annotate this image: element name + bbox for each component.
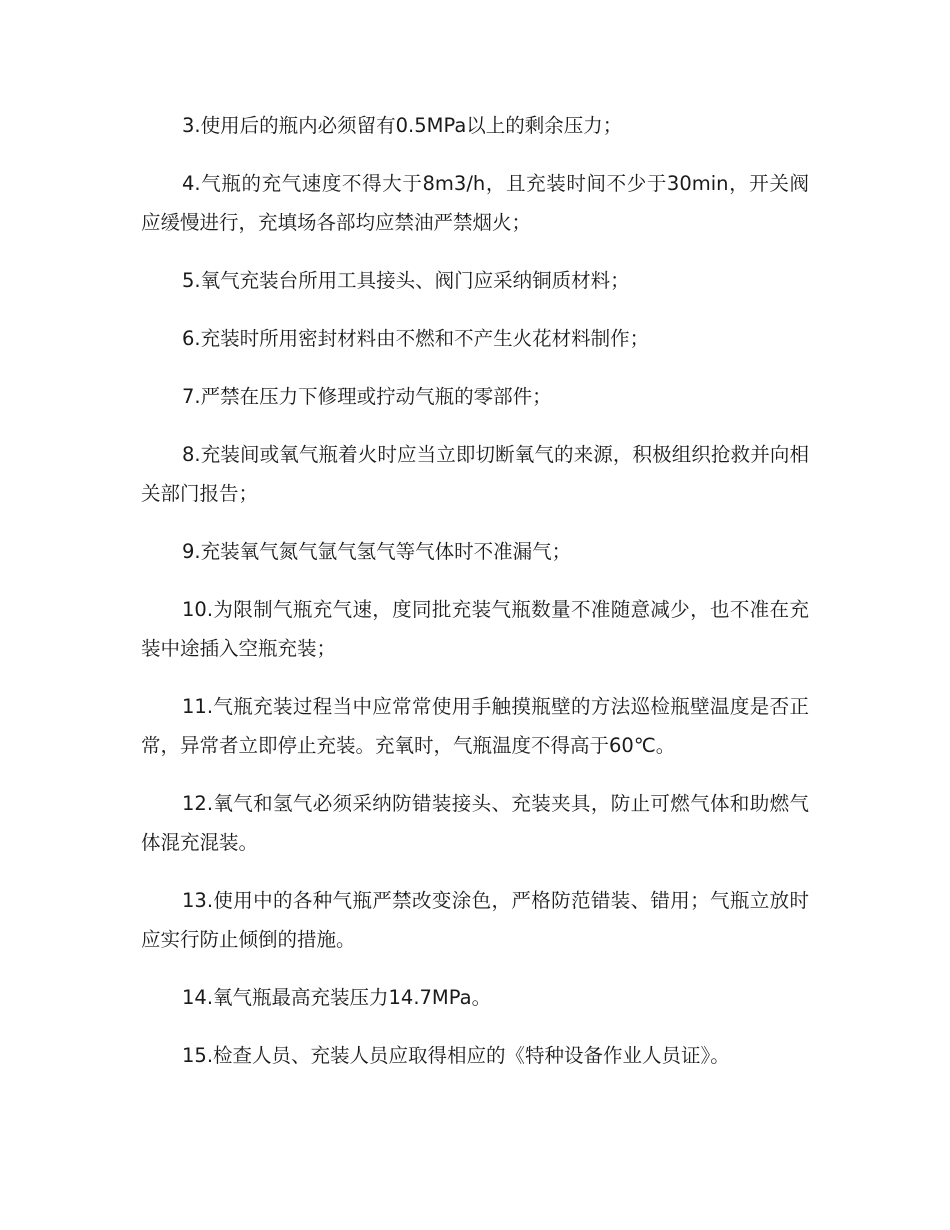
paragraph-item-7: 7.严禁在压力下修理或拧动气瓶的零部件； [182,385,552,408]
paragraph-item-15: 15.检查人员、充装人员应取得相应的《特种设备作业人员证》。 [182,1044,730,1067]
document-body [141,106,809,1094]
paragraph-item-10: 10.为限制气瓶充气速，度同批充装气瓶数量不准随意减少，也不准在充装中途插入空瓶充装； [141,598,809,660]
paragraph-item-12: 12.氧气和氢气必须采纳防错装接头、充装夹具，防止可燃气体和助燃气体混充混装。 [141,792,809,854]
paragraph-item-3: 3.使用后的瓶内必须留有0.5MPa以上的剩余压力； [182,114,623,137]
paragraph-item-6: 6.充装时所用密封材料由不燃和不产生火花材料制作； [182,327,650,350]
paragraph-item-11: 11.气瓶充装过程当中应常常使用手触摸瓶壁的方法巡检瓶壁温度是否正常，异常者立即停止充装。充氧时，气瓶温度不得高于60℃。 [141,695,809,757]
paragraph-item-14: 14.氧气瓶最高充装压力14.7MPa。 [182,986,492,1009]
paragraph-item-9: 9.充装氧气氮气氩气氢气等气体时不准漏气； [182,540,572,563]
paragraph-item-4: 4.气瓶的充气速度不得大于8m3/h，且充装时间不少于30min，开关阀应缓慢进行，充填场各部均应禁油严禁烟火； [141,172,809,234]
paragraph-item-8: 8.充装间或氧气瓶着火时应当立即切断氧气的来源，积极组织抢救并向相关部门报告； [141,443,809,505]
paragraph-item-13: 13.使用中的各种气瓶严禁改变涂色，严格防范错装、错用；气瓶立放时应实行防止倾倒的措施。 [141,889,809,951]
paragraph-item-5: 5.氧气充装台所用工具接头、阀门应采纳铜质材料； [182,269,630,292]
